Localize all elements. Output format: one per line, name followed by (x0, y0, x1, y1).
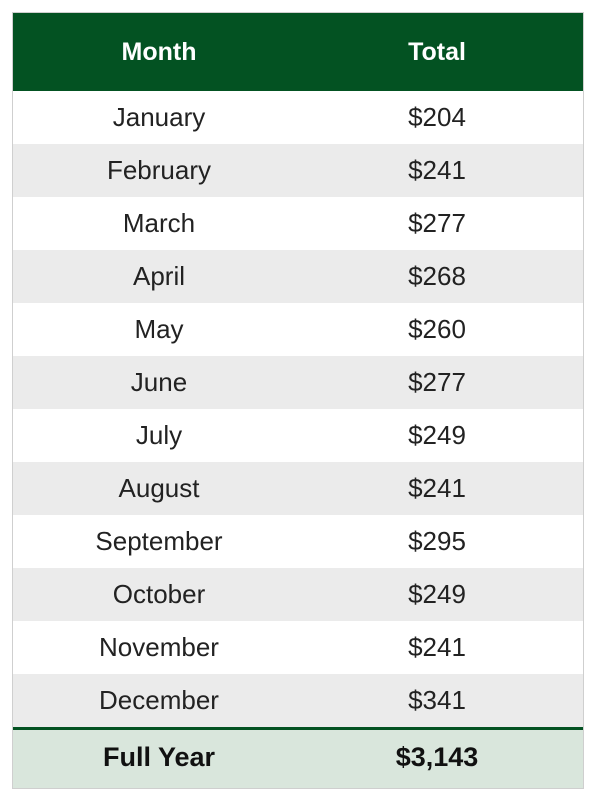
month-cell: July (135, 420, 183, 450)
month-cell: September (95, 526, 223, 556)
total-cell: $260 (408, 314, 466, 344)
table-header (13, 13, 583, 91)
total-cell: $277 (408, 367, 466, 397)
total-cell: $241 (408, 473, 466, 503)
table-row (13, 621, 583, 674)
total-cell: $268 (408, 261, 466, 291)
header-total: Total (408, 38, 466, 66)
table-row (13, 91, 583, 144)
total-cell: $241 (408, 155, 466, 185)
total-cell: $277 (408, 208, 466, 238)
total-cell: $295 (408, 526, 466, 556)
table-footer (13, 730, 583, 788)
table-row (13, 356, 583, 409)
monthly-totals-table (12, 12, 584, 789)
total-cell: $249 (408, 579, 466, 609)
table-row (13, 462, 583, 515)
month-cell: April (132, 261, 185, 291)
footer-total: $3,143 (395, 742, 479, 772)
month-cell: May (134, 314, 184, 344)
table-row (13, 144, 583, 197)
table-row (13, 515, 583, 568)
table-row (13, 197, 583, 250)
month-cell: February (106, 155, 212, 185)
footer-label: Full Year (102, 742, 216, 772)
month-cell: December (99, 685, 219, 715)
table-row (13, 674, 583, 727)
total-cell: $204 (408, 102, 466, 132)
total-cell: $241 (408, 632, 466, 662)
header-month: Month (121, 38, 197, 66)
month-cell: November (99, 632, 219, 662)
month-cell: January (112, 102, 206, 132)
table-row (13, 250, 583, 303)
month-cell: August (118, 473, 200, 503)
month-cell: March (122, 208, 196, 238)
table-row (13, 568, 583, 621)
table-row (13, 409, 583, 462)
month-cell: October (112, 579, 206, 609)
table-row (13, 303, 583, 356)
total-cell: $341 (408, 685, 466, 715)
month-cell: June (130, 367, 188, 397)
total-cell: $249 (408, 420, 466, 450)
